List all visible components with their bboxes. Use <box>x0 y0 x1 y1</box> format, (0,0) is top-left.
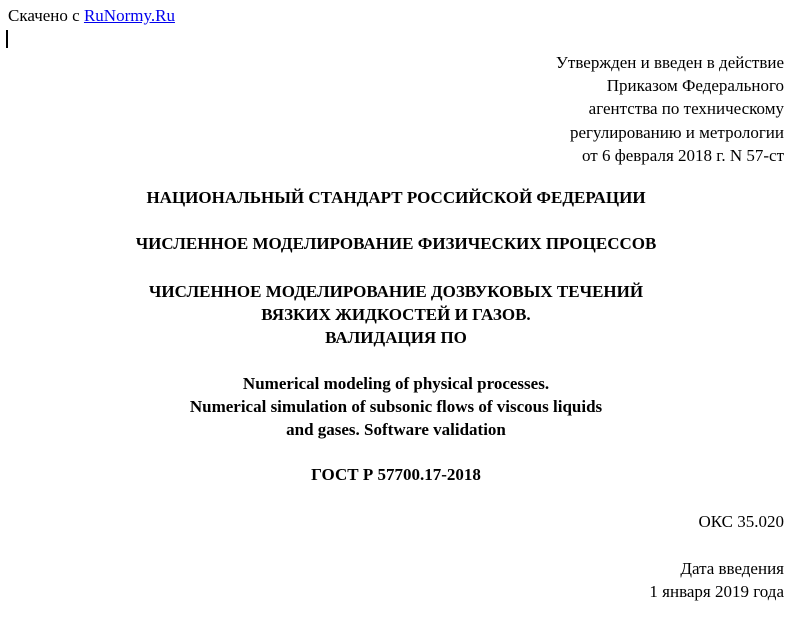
english-title-line: and gases. Software validation <box>286 420 506 439</box>
english-title-line: Numerical simulation of subsonic flows of viscous liquids <box>189 397 603 416</box>
text-cursor <box>6 30 8 48</box>
document-title <box>0 280 792 349</box>
introduction-date-value: 1 января 2019 года <box>649 582 784 601</box>
english-title-line: Numerical modeling of physical processes. <box>242 374 550 393</box>
introduction-date-label: Дата введения <box>680 559 784 578</box>
source-prefix: Скачено с <box>8 6 84 25</box>
english-title <box>0 372 792 441</box>
approval-line: Утвержден и введен в действие <box>555 53 784 72</box>
approval-block <box>384 51 784 167</box>
standard-designation-text: ГОСТ Р 57700.17-2018 <box>311 465 481 484</box>
classification-code: ОКС 35.020 <box>698 512 784 531</box>
approval-line: агентства по техническому <box>588 99 784 119</box>
standard-title-text: НАЦИОНАЛЬНЫЙ СТАНДАРТ РОССИЙСКОЙ ФЕДЕРАЦИИ <box>146 188 646 207</box>
subject-title-text: ЧИСЛЕННОЕ МОДЕЛИРОВАНИЕ ФИЗИЧЕСКИХ ПРОЦЕССОВ <box>135 234 657 253</box>
approval-line: регулированию и метрологии <box>569 122 784 142</box>
standard-title <box>0 187 792 209</box>
approval-line: Приказом Федерального <box>606 76 784 96</box>
runormy-link[interactable]: RuNormy.Ru <box>83 6 175 25</box>
standard-designation <box>0 464 792 486</box>
approval-line: от 6 февраля 2018 г. N 57-ст <box>581 145 784 165</box>
source-line <box>8 6 175 26</box>
introduction-date-block <box>649 557 784 603</box>
document-title-line: ВАЛИДАЦИЯ ПО <box>325 328 467 347</box>
document-title-line: ЧИСЛЕННОЕ МОДЕЛИРОВАНИЕ ДОЗВУКОВЫХ ТЕЧЕНИЙ <box>148 282 644 301</box>
subject-title <box>0 233 792 255</box>
document-title-line: ВЯЗКИХ ЖИДКОСТЕЙ И ГАЗОВ. <box>261 305 531 324</box>
